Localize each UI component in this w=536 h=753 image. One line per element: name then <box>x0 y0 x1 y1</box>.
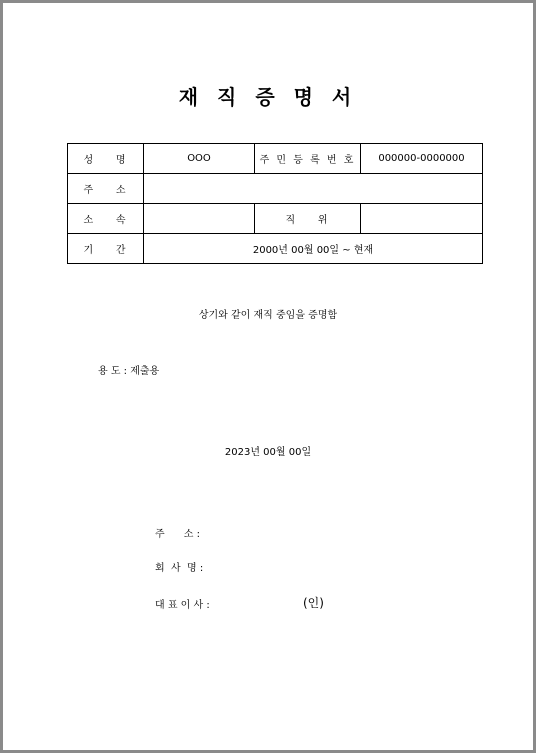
signature-ceo-label: 대 표 이 사 : <box>155 600 210 611</box>
purpose-line: 용 도 : 제출용 <box>98 366 160 377</box>
signature-company-label: 회 사 명 : <box>155 563 204 574</box>
table-row-department <box>68 204 483 234</box>
signature-address-row <box>155 525 200 540</box>
issue-date: 2023년 00월 00일 <box>224 447 312 458</box>
id-number-label: 주 민 등 록 번 호 <box>255 144 361 174</box>
signature-company-row <box>155 559 203 574</box>
id-number-value: 000000-0000000 <box>361 144 483 174</box>
department-value <box>144 204 255 234</box>
position-value <box>361 204 483 234</box>
table-row-name <box>68 144 483 174</box>
position-label: 직 위 <box>255 204 361 234</box>
seal-mark: (인) <box>303 596 324 610</box>
address-label: 주 소 <box>68 174 144 204</box>
table-row-period <box>68 234 483 264</box>
name-value: OOO <box>144 144 255 174</box>
address-value <box>144 174 483 204</box>
name-label: 성 명 <box>68 144 144 174</box>
document-title: 재 직 증 명 서 <box>178 85 358 109</box>
signature-address-label: 주 소 : <box>155 529 200 540</box>
certification-statement: 상기와 같이 재직 중임을 증명함 <box>198 310 338 321</box>
period-value: 2000년 00월 00일 ~ 현재 <box>144 234 483 264</box>
employee-info-table <box>67 143 483 264</box>
department-label: 소 속 <box>68 204 144 234</box>
period-label: 기 간 <box>68 234 144 264</box>
signature-ceo-row <box>155 596 210 611</box>
table-row-address <box>68 174 483 204</box>
